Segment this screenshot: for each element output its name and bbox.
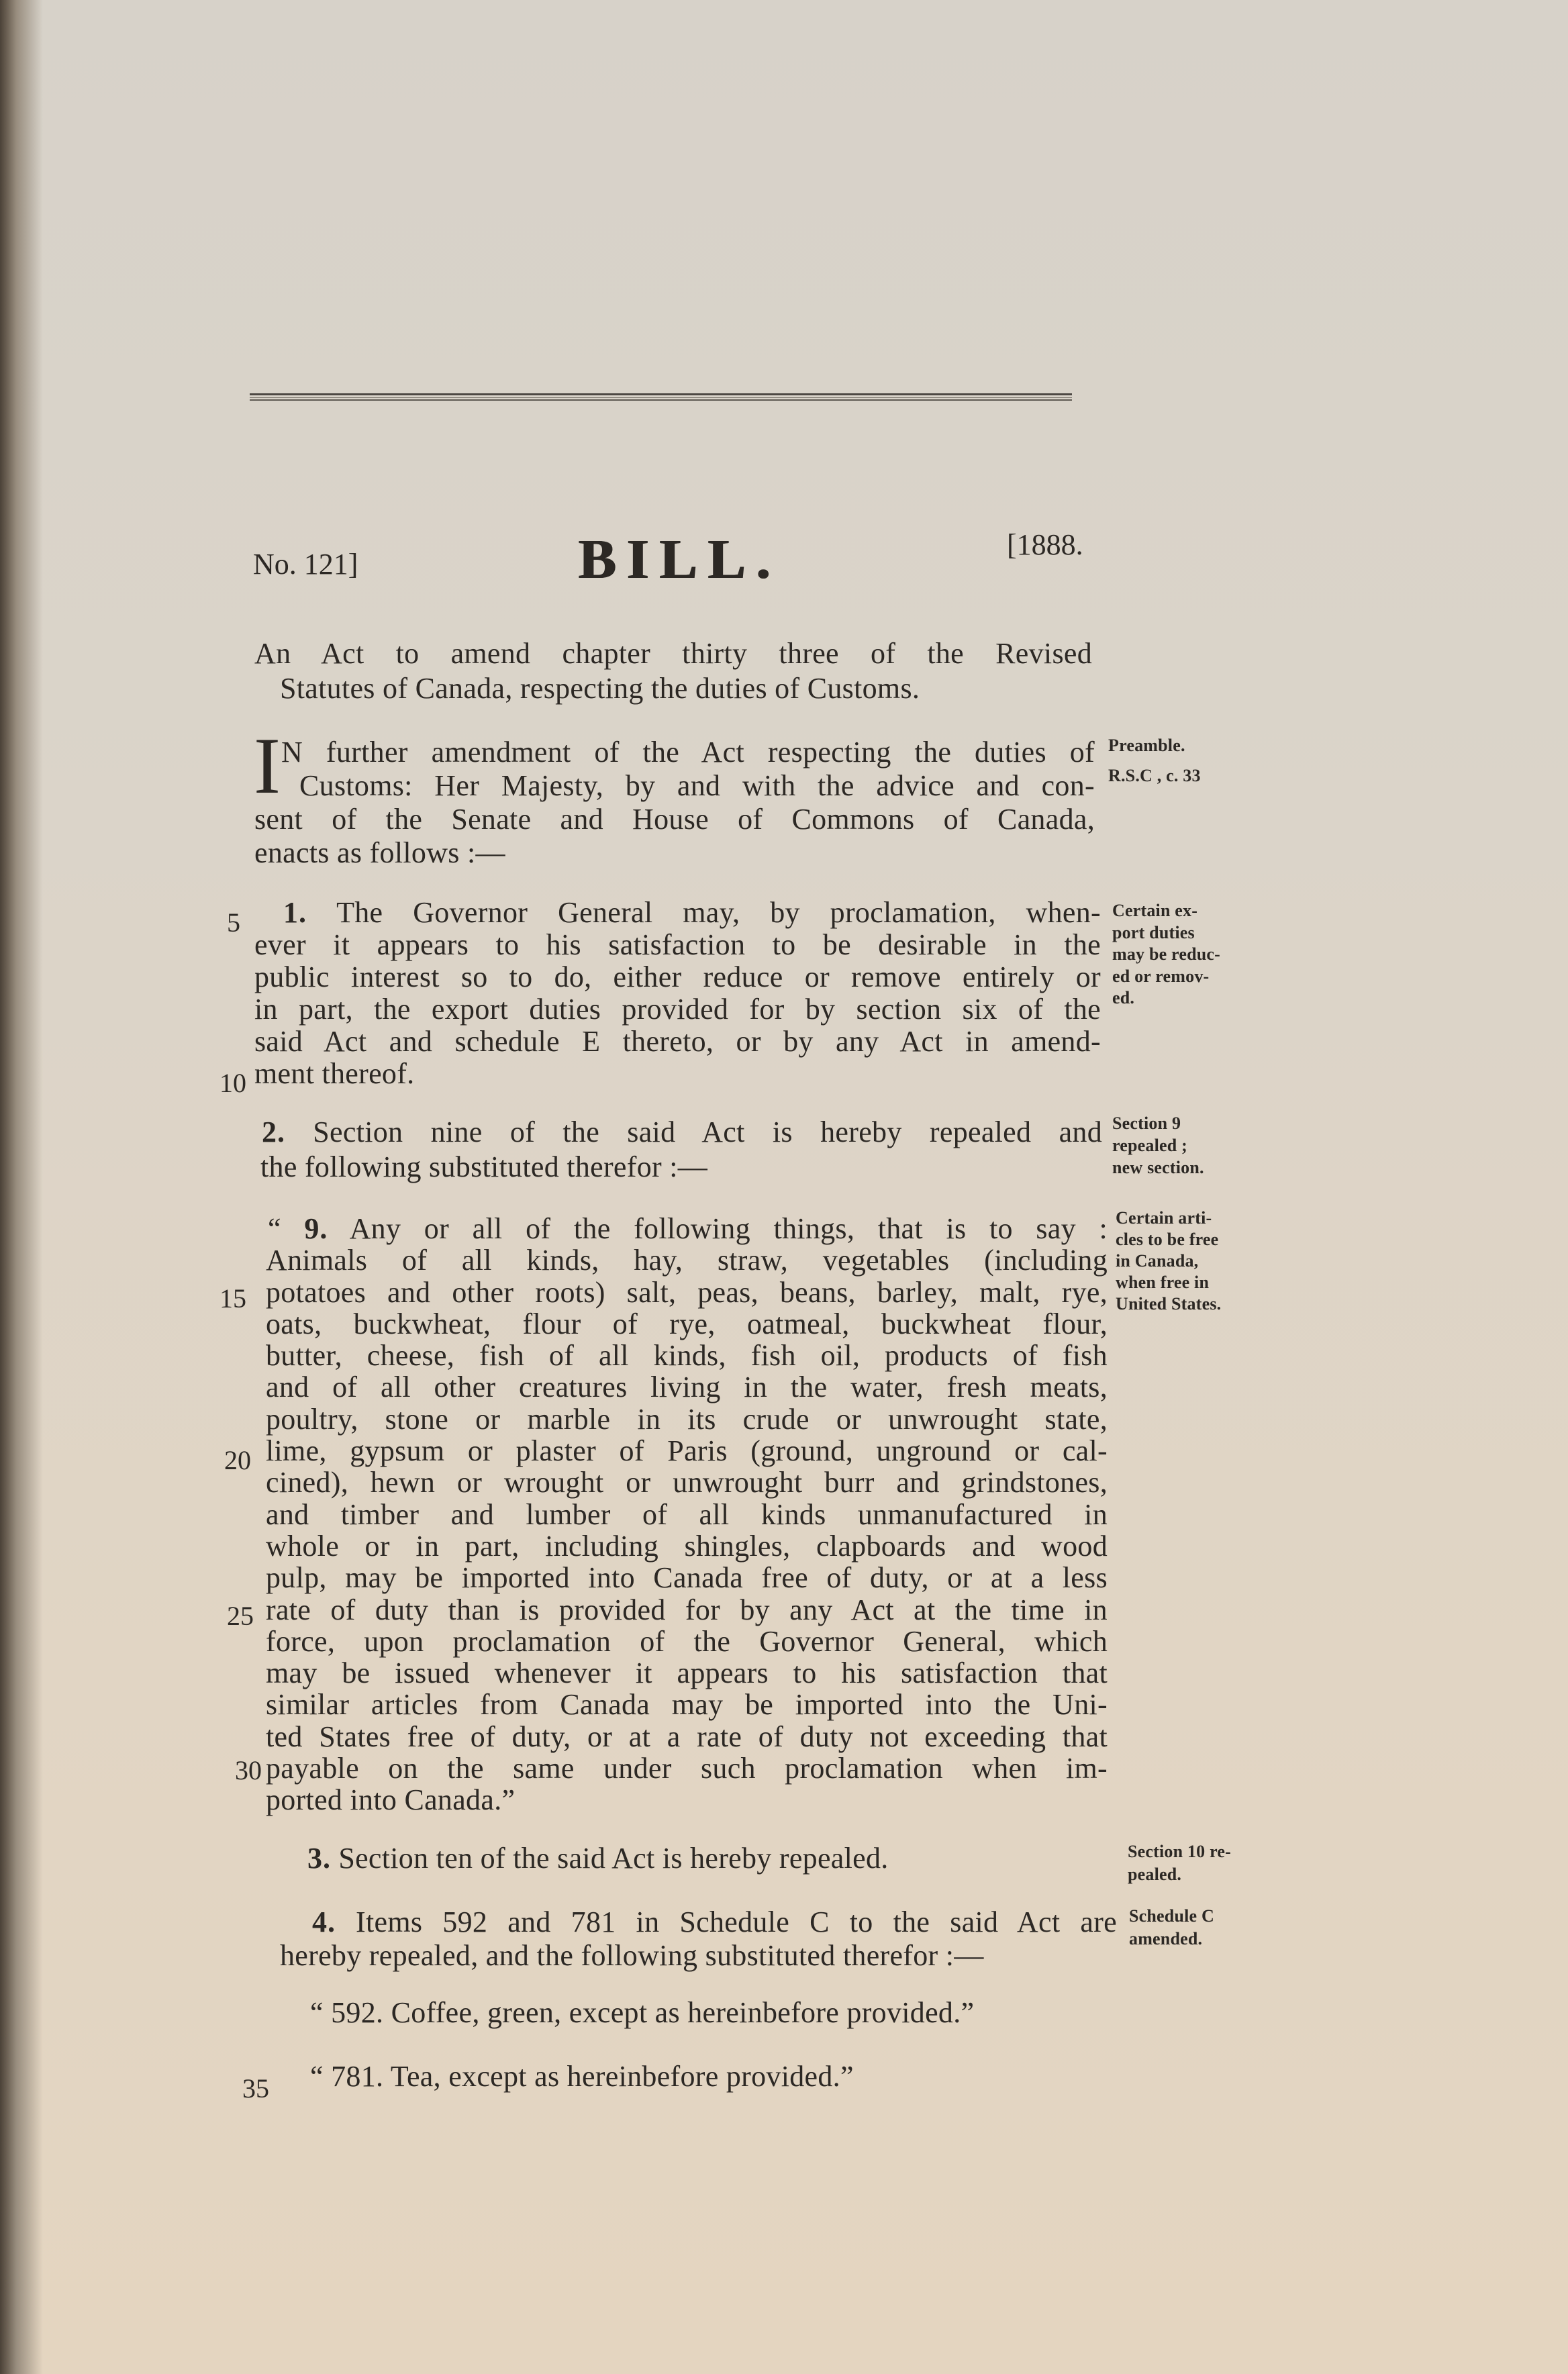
preamble-line: sent of the Senate and House of Commons of Canada, — [254, 803, 1095, 836]
section-text: Items 592 and 781 in Schedule C to the said Act are — [356, 1906, 1117, 1938]
preamble-line: Customs: Her Majesty, by and with the advice and con- — [299, 769, 1095, 802]
section-2-line — [260, 1115, 1102, 1150]
line-number: 5 — [227, 907, 240, 938]
section-9-line: Animals of all kinds, hay, straw, vegetables (including — [266, 1244, 1108, 1277]
line-number: 35 — [242, 2073, 269, 2104]
section-1-line: said Act and schedule E thereto, or by any Act in amend- — [254, 1025, 1101, 1058]
section-number: 3. — [307, 1842, 331, 1875]
section-1-line: ment thereof. — [254, 1057, 415, 1090]
section-9-line: oats, buckwheat, flour of rye, oatmeal, buckwheat flour, — [266, 1307, 1108, 1340]
schedule-item-781 — [310, 2061, 1082, 2093]
margin-note-preamble — [1108, 730, 1201, 791]
section-1-line: ever it appears to his satisfaction to be desirable in the — [254, 928, 1101, 961]
section-9-line: and of all other creatures living in the water, fresh meats, — [266, 1371, 1108, 1404]
margin-note-line: Preamble. — [1108, 736, 1185, 755]
binding-edge — [0, 0, 43, 2374]
section-3 — [307, 1841, 1079, 1876]
section-9-line — [266, 1213, 1108, 1244]
margin-note-line: in Canada, — [1116, 1251, 1199, 1271]
section-9-line: butter, cheese, fish of all kinds, fish oil, products of fish — [266, 1339, 1108, 1373]
section-text: Any or all of the following things, that is to say : — [349, 1212, 1108, 1245]
margin-note-line: new section. — [1112, 1158, 1204, 1177]
margin-note-line: United States. — [1116, 1294, 1222, 1314]
line-number: 20 — [224, 1445, 251, 1475]
act-title-line: Statutes of Canada, respecting the duties of Customs. — [280, 672, 920, 705]
section-text: Section ten of the said Act is hereby repealed. — [338, 1842, 889, 1875]
line-number: 25 — [227, 1601, 254, 1631]
section-9-line: poultry, stone or marble in its crude or unwrought state, — [266, 1402, 1108, 1436]
line-number: 30 — [235, 1755, 262, 1785]
preamble-line: enacts as follows :— — [254, 836, 505, 869]
preamble-line: N further amendment of the Act respecting the duties of — [281, 736, 1095, 769]
section-9-line: lime, gypsum or plaster of Paris (ground, unground or cal- — [266, 1434, 1108, 1468]
section-9-line: ted States free of duty, or at a rate of duty not exceeding that — [266, 1720, 1108, 1753]
section-number: 4. — [312, 1906, 336, 1938]
section-number: 1. — [283, 896, 307, 929]
section-1-line — [254, 897, 1101, 929]
margin-note-line: Certain arti- — [1116, 1208, 1212, 1228]
bill-number: No. 121] — [253, 548, 358, 581]
margin-note-line: Schedule C — [1129, 1906, 1214, 1926]
bill-year: [1888. — [1007, 528, 1083, 561]
section-2-line: the following substituted therefor :— — [260, 1150, 708, 1183]
section-9-line: whole or in part, including shingles, clapboards and wood — [266, 1529, 1108, 1563]
schedule-item-592 — [310, 1997, 1082, 2029]
margin-note-line: when free in — [1116, 1273, 1210, 1292]
section-9-text — [266, 1213, 1108, 1816]
section-4-line — [280, 1906, 1117, 1939]
open-quote: “ — [268, 1212, 281, 1245]
margin-note-line: amended. — [1129, 1929, 1203, 1948]
double-rule — [250, 393, 1072, 401]
section-number: 9. — [304, 1212, 328, 1245]
margin-note-line: port duties — [1112, 922, 1195, 942]
section-9-line: and timber and lumber of all kinds unmanufactured in — [266, 1497, 1108, 1531]
line-number: 10 — [219, 1068, 246, 1098]
section-9-line: cined), hewn or wrought or unwrought burr and grindstones, — [266, 1466, 1108, 1499]
section-2 — [260, 1115, 1102, 1185]
section-1 — [254, 897, 1101, 1090]
section-9-line: ported into Canada.” — [266, 1783, 516, 1817]
preamble — [254, 736, 1095, 870]
margin-note-section-9 — [1116, 1207, 1221, 1315]
preamble-initial: I — [254, 721, 281, 810]
margin-note-section-3 — [1128, 1840, 1231, 1886]
act-title — [254, 636, 1092, 706]
margin-note-line: ed or remov- — [1112, 966, 1210, 986]
margin-note-section-2 — [1112, 1112, 1204, 1179]
margin-note-line: Section 9 — [1112, 1114, 1181, 1133]
section-9-line: pulp, may be imported into Canada free of duty, or at a less — [266, 1561, 1108, 1595]
section-9-line: similar articles from Canada may be imported into the Uni- — [266, 1688, 1108, 1722]
line-number: 15 — [219, 1283, 246, 1314]
section-9-line: payable on the same under such proclamation when im- — [266, 1752, 1108, 1785]
section-text: Section nine of the said Act is hereby repealed and — [313, 1116, 1102, 1148]
schedule-item-line: “ 592. Coffee, green, except as hereinbefore provided.” — [310, 1996, 975, 2029]
margin-note-line: Certain ex- — [1112, 901, 1198, 920]
section-number: 2. — [262, 1116, 285, 1148]
section-9-line: potatoes and other roots) salt, peas, beans, barley, malt, rye, — [266, 1275, 1108, 1309]
margin-note-line: may be reduc- — [1112, 944, 1220, 964]
margin-note-section-4 — [1129, 1905, 1214, 1950]
margin-note-line: ed. — [1112, 988, 1135, 1007]
section-1-line: in part, the export duties provided for by section six of the — [254, 993, 1101, 1026]
schedule-item-line: “ 781. Tea, except as hereinbefore provided.” — [310, 2060, 854, 2093]
margin-note-line: cles to be free — [1116, 1230, 1219, 1249]
section-9-line: may be issued whenever it appears to his satisfaction that — [266, 1656, 1108, 1690]
margin-note-line: pealed. — [1128, 1865, 1182, 1884]
section-1-line: public interest so to do, either reduce or remove entirely or — [254, 960, 1101, 993]
margin-note-line: repealed ; — [1112, 1136, 1187, 1155]
margin-note-line: R.S.C , c. 33 — [1108, 766, 1201, 785]
section-9-line: rate of duty than is provided for by any Act at the time in — [266, 1593, 1108, 1626]
margin-note-section-1 — [1112, 900, 1220, 1009]
section-4 — [280, 1906, 1117, 1973]
section-3-line — [307, 1841, 1079, 1876]
section-9-line: force, upon proclamation of the Governor General, which — [266, 1624, 1108, 1658]
section-4-line: hereby repealed, and the following substituted therefor :— — [280, 1939, 984, 1972]
bill-heading: BILL. — [579, 528, 781, 591]
section-text: The Governor General may, by proclamation, when- — [336, 896, 1101, 929]
act-title-line: An Act to amend chapter thirty three of the Revised — [254, 637, 1092, 670]
margin-note-line: Section 10 re- — [1128, 1842, 1231, 1861]
